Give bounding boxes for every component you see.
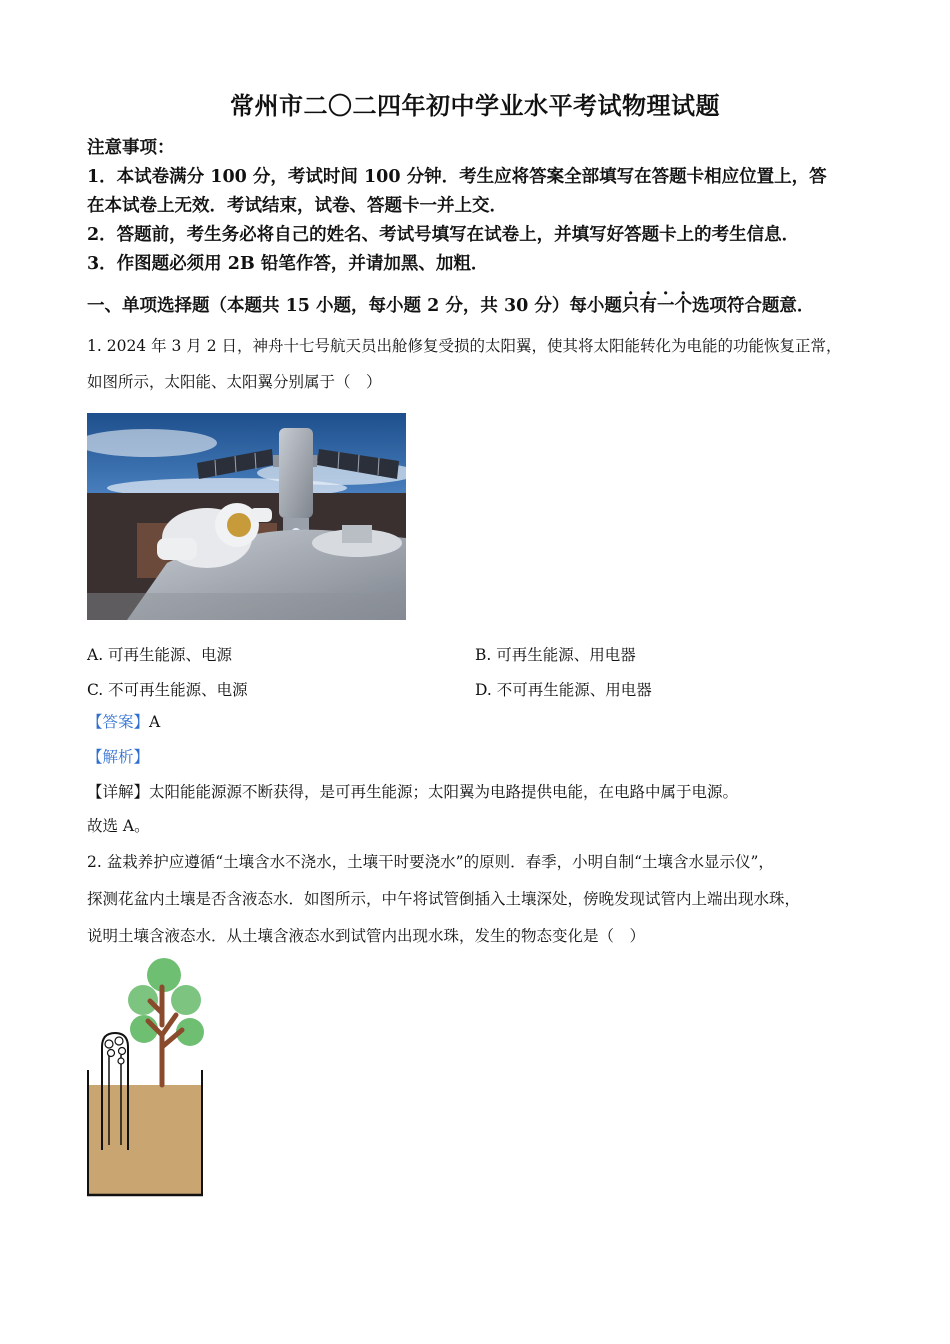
soil-moisture-figure <box>82 955 212 1200</box>
q1-option-b: B. 可再生能源、用电器 <box>475 646 636 664</box>
water-drop <box>105 1040 113 1048</box>
q1-stem-line-2: 如图所示，太阳能、太阳翼分别属于（ ） <box>87 373 382 391</box>
q2-stem-line-2: 探测花盆内土壤是否含液态水．如图所示，中午将试管倒插入土壤深处，傍晚发现试管内上端出现水珠， <box>87 890 801 908</box>
emphasis-char: 只 <box>621 296 640 316</box>
emphasis-char: 一 <box>656 296 675 316</box>
notice-line-1a: 1．本试卷满分 100 分，考试时间 100 分钟．考生应将答案全部填写在答题卡相应位置上，答 <box>87 167 827 187</box>
section-heading <box>87 292 877 321</box>
q1-conclusion: 故选 A。 <box>87 817 150 835</box>
q1-detail <box>87 776 877 809</box>
soil <box>88 1085 202 1195</box>
emphasis-char: 个 <box>674 296 692 316</box>
section-heading-pre: 一、单项选择题（本题共 15 小题，每小题 2 分，共 30 分）每小题 <box>87 296 622 316</box>
tree-leaf <box>171 985 201 1015</box>
q2-stem-line-1: 2. 盆栽养护应遵循“土壤含水不浇水，土壤干时要浇水”的原则．春季，小明自制“土壤含水显示仪”， <box>87 853 774 871</box>
page-title: 常州市二〇二四年初中学业水平考试物理试题 <box>230 91 720 120</box>
answer-tag: 【答案】 <box>87 713 150 731</box>
notice-line-2: 2．答题前，考生务必将自己的姓名、考试号填写在试卷上，并填写好答题卡上的考生信息． <box>87 225 800 245</box>
q1-option-c: C. 不可再生能源、电源 <box>87 681 248 699</box>
detail-text: 太阳能能源源不断获得，是可再生能源；太阳翼为电路提供电能，在电路中属于电源。 <box>149 783 739 801</box>
answer-value: A <box>149 713 161 731</box>
q1-stem-line-1: 1. 2024 年 3 月 2 日，神舟十七号航天员出舱修复受损的太阳翼，使其将太阳能转化为电能的功能恢复正常， <box>87 337 842 355</box>
tree-leaf <box>128 985 158 1015</box>
q1-answer <box>87 706 877 739</box>
section-heading-post: 选项符合题意． <box>691 296 815 316</box>
water-drop <box>118 1058 124 1064</box>
notice-line-3: 3．作图题必须用 2B 铅笔作答，并请加黑、加粗． <box>87 254 489 274</box>
q1-option-a: A. 可再生能源、电源 <box>87 646 233 664</box>
detail-tag: 【详解】 <box>87 783 150 801</box>
analysis-tag: 【解析】 <box>87 748 150 766</box>
notice-line-1b: 在本试卷上无效．考试结束，试卷、答题卡一并上交． <box>87 196 507 216</box>
q1-option-d: D. 不可再生能源、用电器 <box>475 681 652 699</box>
astronaut-photo <box>87 413 406 620</box>
water-drop <box>119 1048 126 1055</box>
water-drop <box>108 1050 115 1057</box>
water-drop <box>115 1037 123 1045</box>
q2-stem-line-3: 说明土壤含液态水．从土壤含液态水到试管内出现水珠，发生的物态变化是（ ） <box>87 927 646 945</box>
notice-heading: 注意事项： <box>87 138 175 158</box>
emphasis-char: 有 <box>639 296 657 316</box>
